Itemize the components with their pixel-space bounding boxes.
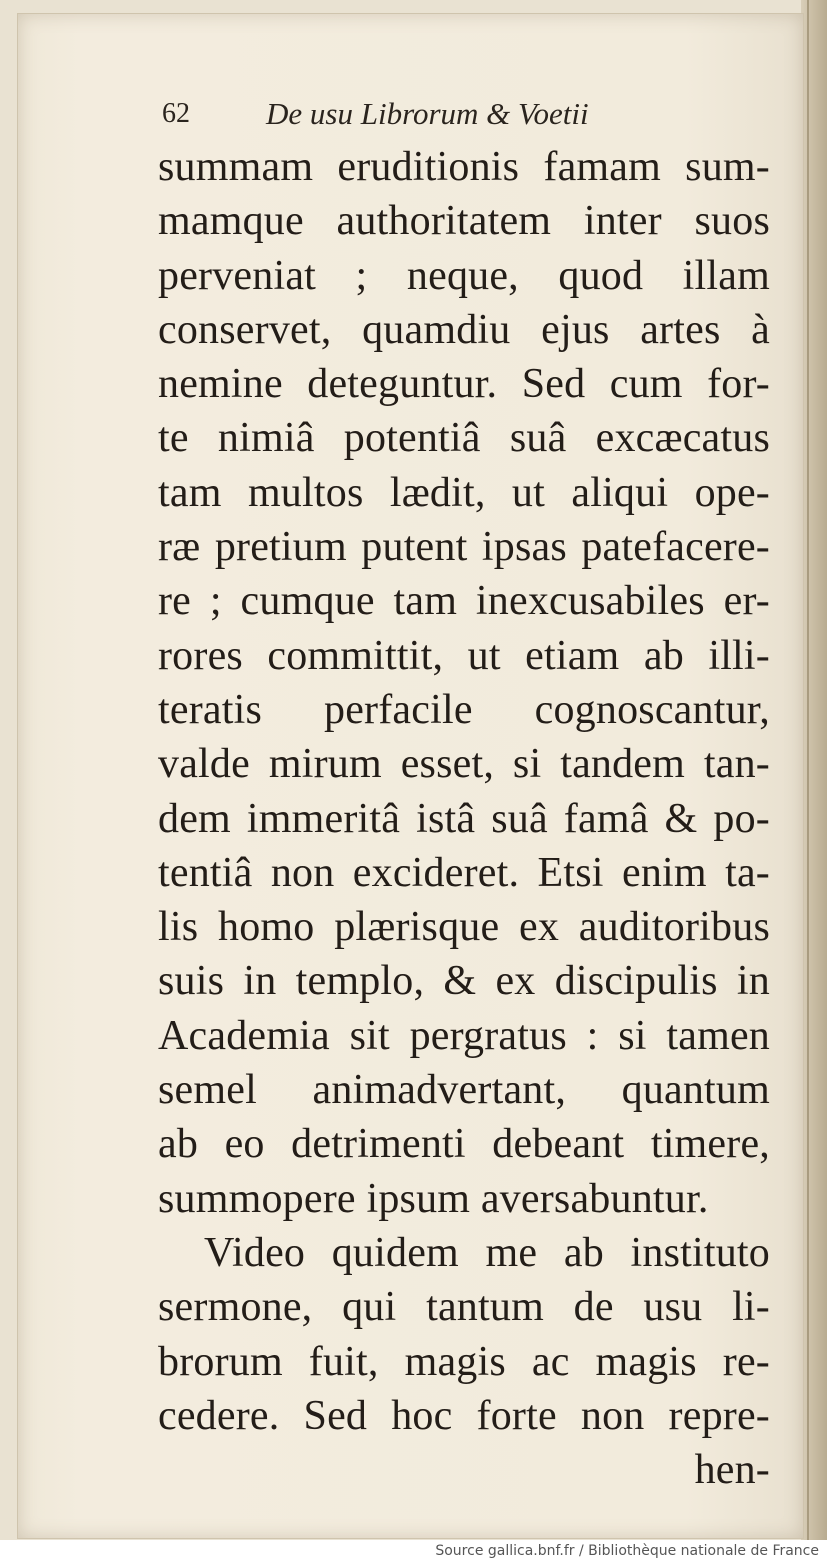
text-line: semel animadvertant, quantum xyxy=(158,1067,770,1114)
running-header xyxy=(162,96,782,140)
text-line: nemine deteguntur. Sed cum for- xyxy=(158,361,770,408)
text-line: Video quidem me ab instituto xyxy=(204,1229,770,1276)
text-line: sermone, qui tantum de usu li- xyxy=(158,1284,770,1331)
text-line: perveniat ; neque, quod illam xyxy=(158,252,770,299)
text-line: rores committit, ut etiam ab illi- xyxy=(158,632,770,679)
text-line: dem immeritâ istâ suâ famâ & po- xyxy=(158,795,770,842)
catchword: hen- xyxy=(694,1447,770,1494)
page-number: 62 xyxy=(162,98,190,129)
text-line: conservet, quamdiu ejus artes à xyxy=(158,306,770,353)
text-line: Academia sit pergratus : si tamen xyxy=(158,1012,770,1059)
text-line: re ; cumque tam inexcusabiles er- xyxy=(158,578,770,625)
text-line: valde mirum esset, si tandem tan- xyxy=(158,741,770,788)
text-line: te nimiâ potentiâ suâ excæcatus xyxy=(158,415,770,462)
text-line: ræ pretium putent ipsas patefacere- xyxy=(158,524,770,571)
text-line: suis in templo, & ex discipulis in xyxy=(158,958,770,1005)
text-line: mamque authoritatem inter suos xyxy=(158,198,770,245)
source-footer xyxy=(0,1540,827,1566)
text-line: ab eo detrimenti debeant timere, xyxy=(158,1121,770,1168)
text-line: lis homo plærisque ex auditoribus xyxy=(158,904,770,951)
text-line: teratis perfacile cognoscantur, xyxy=(158,686,770,733)
page-edge xyxy=(801,0,827,1540)
running-title: De usu Librorum & Voetii xyxy=(266,96,589,131)
body-text xyxy=(158,140,770,1497)
text-line: summopere ipsum aversabuntur. xyxy=(158,1175,709,1222)
text-line: tam multos lædit, ut aliqui ope- xyxy=(158,469,770,516)
text-line: cedere. Sed hoc forte non repre- xyxy=(158,1392,770,1439)
source-credit: Source gallica.bnf.fr / Bibliothèque nationale de France xyxy=(435,1543,819,1559)
text-line: tentiâ non excideret. Etsi enim ta- xyxy=(158,849,770,896)
text-line: summam eruditionis famam sum- xyxy=(158,144,770,190)
text-line: brorum fuit, magis ac magis re- xyxy=(158,1338,770,1385)
